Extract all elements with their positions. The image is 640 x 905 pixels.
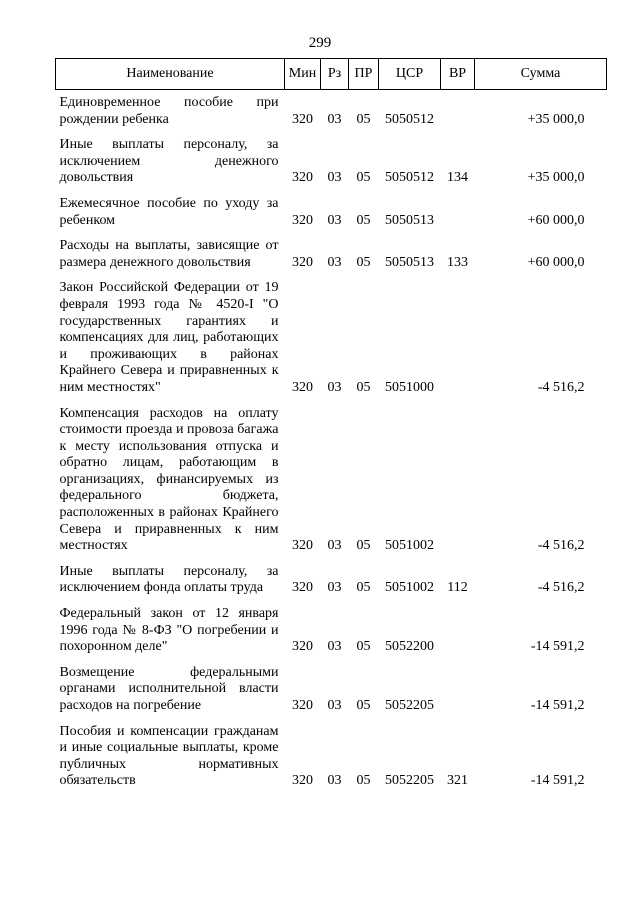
- header-min: Мин: [285, 59, 321, 90]
- row-name: Иные выплаты персоналу, за исключением денежного довольствия: [59, 137, 279, 186]
- row-name: Расходы на выплаты, зависящие от размера денежного довольствия: [59, 238, 279, 270]
- row-rz: 03: [327, 254, 342, 270]
- page-number: 299: [308, 35, 332, 51]
- row-rz: 03: [327, 580, 342, 596]
- row-name: Ежемесячное пособие по уходу за ребенком: [59, 195, 279, 228]
- row-pr: 05: [356, 111, 371, 127]
- row-vr: 133: [447, 254, 468, 270]
- row-min: 320: [292, 538, 313, 554]
- row-sum: -4 516,2: [537, 580, 585, 596]
- row-rz: 03: [327, 379, 342, 395]
- row-name: Возмещение федеральными органами исполнительной власти расходов на погребение: [59, 664, 279, 713]
- row-name: Единовременное пособие при рождении ребенка: [59, 95, 279, 127]
- header-pr: ПР: [349, 59, 379, 90]
- row-min: 320: [292, 379, 313, 395]
- table-row: [56, 229, 607, 271]
- row-name: Закон Российской Федерации от 19 февраля 1993 года № 4520-I "О государственных гарантиях и компенсациях для лиц, работающих и проживающих в районах Крайнего Севера и приравненных к ним местностях": [59, 280, 279, 395]
- row-csr: 5050513: [385, 212, 434, 228]
- row-pr: 05: [356, 773, 371, 789]
- row-rz: 03: [327, 538, 342, 554]
- table-header: [56, 59, 607, 90]
- row-vr: [441, 90, 475, 129]
- row-csr: 5052205: [385, 773, 434, 789]
- row-csr: 5051000: [385, 379, 434, 395]
- row-min: 320: [292, 698, 313, 713]
- row-min: 320: [292, 254, 313, 270]
- row-vr: [441, 597, 475, 656]
- row-min: 320: [292, 212, 313, 228]
- row-name: Компенсация расходов на оплату стоимости проезда и провоза багажа к месту использования отпуска и обратно лицам, работающим в организациях, финансируемых из федерального бюджета, расположенных в районах Крайнего Севера и приравненных к ним местностях: [59, 405, 279, 554]
- header-vr: ВР: [441, 59, 475, 90]
- row-csr: 5050512: [385, 111, 434, 127]
- row-sum: +35 000,0: [527, 170, 585, 186]
- row-sum: +60 000,0: [527, 254, 585, 270]
- table-row: [56, 555, 607, 597]
- table-row: [56, 128, 607, 187]
- row-csr: 5050512: [385, 170, 434, 186]
- header-sum: Сумма: [475, 59, 607, 90]
- row-sum: -4 516,2: [537, 538, 585, 554]
- row-name: Федеральный закон от 12 января 1996 года № 8-ФЗ "О погребении и похоронном деле": [59, 606, 279, 655]
- row-rz: 03: [327, 773, 342, 789]
- row-vr: 112: [447, 580, 468, 596]
- row-vr: 134: [447, 170, 468, 186]
- row-csr: 5051002: [385, 580, 434, 596]
- row-sum: -14 591,2: [530, 698, 585, 713]
- table-row: [56, 397, 607, 555]
- row-csr: 5052200: [385, 639, 434, 655]
- table-row: [56, 597, 607, 656]
- row-rz: 03: [327, 639, 342, 655]
- table-body: [56, 90, 607, 790]
- header-name: Наименование: [56, 59, 285, 90]
- row-pr: 05: [356, 580, 371, 596]
- row-sum: +60 000,0: [527, 212, 585, 228]
- row-pr: 05: [356, 639, 371, 655]
- row-csr: 5050513: [385, 254, 434, 270]
- row-pr: 05: [356, 698, 371, 713]
- row-pr: 05: [356, 379, 371, 395]
- table-row: [56, 271, 607, 396]
- row-name: Пособия и компенсации гражданам и иные социальные выплаты, кроме публичных нормативных обязательств: [59, 723, 279, 789]
- row-name: Иные выплаты персоналу, за исключением фонда оплаты труда: [59, 563, 279, 596]
- row-min: 320: [292, 580, 313, 596]
- row-vr: [441, 397, 475, 555]
- row-sum: -14 591,2: [530, 639, 585, 655]
- row-rz: 03: [327, 111, 342, 127]
- row-vr: [441, 187, 475, 229]
- table-row: [56, 656, 607, 715]
- row-rz: 03: [327, 698, 342, 713]
- header-row: [56, 59, 607, 90]
- table-row: [56, 90, 607, 129]
- row-pr: 05: [356, 254, 371, 270]
- budget-table: [55, 58, 607, 790]
- row-vr: [441, 656, 475, 715]
- row-min: 320: [292, 111, 313, 127]
- row-pr: 05: [356, 538, 371, 554]
- row-rz: 03: [327, 212, 342, 228]
- row-sum: -14 591,2: [530, 773, 585, 789]
- row-csr: 5052205: [385, 698, 434, 713]
- row-vr: [441, 271, 475, 396]
- row-pr: 05: [356, 170, 371, 186]
- row-sum: +35 000,0: [527, 111, 585, 127]
- header-rz: Рз: [321, 59, 349, 90]
- table-row: [56, 715, 607, 790]
- row-vr: 321: [447, 773, 468, 789]
- row-rz: 03: [327, 170, 342, 186]
- row-min: 320: [292, 773, 313, 789]
- row-csr: 5051002: [385, 538, 434, 554]
- row-pr: 05: [356, 212, 371, 228]
- row-sum: -4 516,2: [537, 379, 585, 395]
- row-min: 320: [292, 170, 313, 186]
- budget-table-container: [55, 58, 606, 790]
- row-min: 320: [292, 639, 313, 655]
- header-csr: ЦСР: [379, 59, 441, 90]
- table-row: [56, 187, 607, 229]
